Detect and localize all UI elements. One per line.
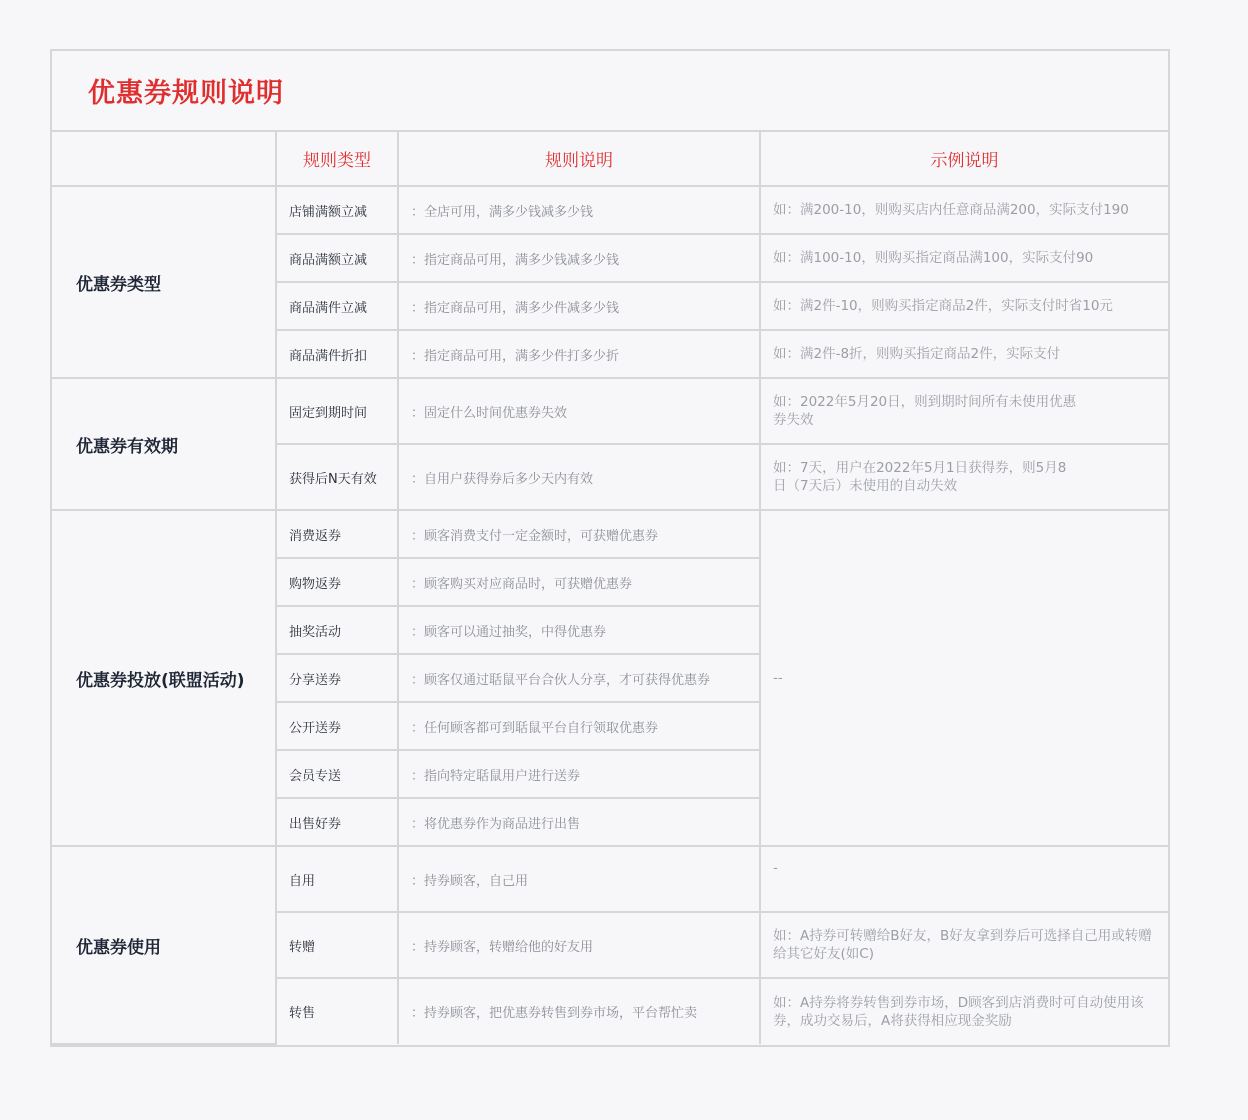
- header-example: 示例说明: [760, 132, 1168, 186]
- rule-desc-cell: ：持券顾客，自己用: [398, 846, 760, 912]
- example-cell: 如：满100-10，则购买指定商品满100，实际支付90: [760, 234, 1168, 282]
- example-cell: 如：满2件-10，则购买指定商品2件，实际支付时省10元: [760, 282, 1168, 330]
- rule-type-cell: 获得后N天有效: [276, 444, 398, 510]
- rule-desc-cell: ：持券顾客，把优惠券转售到券市场，平台帮忙卖: [398, 978, 760, 1044]
- rules-table: [52, 132, 1168, 1045]
- table-row: [52, 378, 1168, 444]
- rule-type-cell: 固定到期时间: [276, 378, 398, 444]
- rule-type-cell: 购物返券: [276, 558, 398, 606]
- rule-type-cell: 转赠: [276, 912, 398, 978]
- rule-desc-cell: ：顾客可以通过抽奖，中得优惠券: [398, 606, 760, 654]
- rule-type-cell: 消费返券: [276, 510, 398, 558]
- example-cell: 如：A持券可转赠给B好友，B好友拿到券后可选择自己用或转赠给其它好友(如C): [760, 912, 1168, 978]
- rule-type-cell: 商品满件折扣: [276, 330, 398, 378]
- rule-desc-cell: ：将优惠券作为商品进行出售: [398, 798, 760, 846]
- rule-desc-cell: ：全店可用，满多少钱减多少钱: [398, 186, 760, 234]
- rule-desc-cell: ：指定商品可用，满多少件减多少钱: [398, 282, 760, 330]
- rule-type-cell: 出售好券: [276, 798, 398, 846]
- rule-desc-cell: ：持券顾客，转赠给他的好友用: [398, 912, 760, 978]
- example-cell: 如：2022年5月20日，则到期时间所有未使用优惠券失效: [760, 378, 1168, 444]
- table-row: [52, 510, 1168, 558]
- rule-desc-cell: ：固定什么时间优惠券失效: [398, 378, 760, 444]
- rule-desc-cell: ：顾客购买对应商品时，可获赠优惠券: [398, 558, 760, 606]
- example-cell: 如：满200-10，则购买店内任意商品满200，实际支付190: [760, 186, 1168, 234]
- rule-desc-cell: ：任何顾客都可到聒鼠平台自行领取优惠券: [398, 702, 760, 750]
- category-validity: 优惠券有效期: [52, 378, 276, 510]
- example-cell: 如：7天，用户在2022年5月1日获得券，则5月8日（7天后）未使用的自动失效: [760, 444, 1168, 510]
- title-bar: [52, 51, 1168, 132]
- coupon-rules-card: [50, 49, 1170, 1047]
- rule-type-cell: 自用: [276, 846, 398, 912]
- rule-desc-cell: ：指向特定聒鼠用户进行送券: [398, 750, 760, 798]
- rule-desc-cell: ：指定商品可用，满多少钱减多少钱: [398, 234, 760, 282]
- rule-desc-cell: ：顾客仅通过聒鼠平台合伙人分享，才可获得优惠券: [398, 654, 760, 702]
- example-cell-distribution: --: [760, 510, 1168, 846]
- rule-type-cell: 抽奖活动: [276, 606, 398, 654]
- header-rule-desc: 规则说明: [398, 132, 760, 186]
- table-row: [52, 846, 1168, 912]
- rule-type-cell: 公开送券: [276, 702, 398, 750]
- category-coupon-type: 优惠券类型: [52, 186, 276, 378]
- page-title: 优惠券规则说明: [88, 78, 284, 109]
- example-cell: -: [760, 846, 1168, 912]
- example-cell: 如：满2件-8折，则购买指定商品2件，实际支付: [760, 330, 1168, 378]
- example-cell: 如：A持券将券转售到券市场，D顾客到店消费时可自动使用该券，成功交易后，A将获得相应现金奖励: [760, 978, 1168, 1044]
- rule-desc-cell: ：指定商品可用，满多少件打多少折: [398, 330, 760, 378]
- rule-type-cell: 商品满件立减: [276, 282, 398, 330]
- category-distribution: 优惠券投放(联盟活动): [52, 510, 276, 846]
- rule-desc-cell: ：自用户获得券后多少天内有效: [398, 444, 760, 510]
- category-usage: 优惠券使用: [52, 846, 276, 1044]
- rule-type-cell: 会员专送: [276, 750, 398, 798]
- rule-desc-cell: ：顾客消费支付一定金额时，可获赠优惠券: [398, 510, 760, 558]
- rule-type-cell: 分享送券: [276, 654, 398, 702]
- rule-type-cell: 转售: [276, 978, 398, 1044]
- table-row: [52, 186, 1168, 234]
- header-category: [52, 132, 276, 186]
- header-rule-type: 规则类型: [276, 132, 398, 186]
- rule-type-cell: 店铺满额立减: [276, 186, 398, 234]
- table-header-row: [52, 132, 1168, 186]
- rule-type-cell: 商品满额立减: [276, 234, 398, 282]
